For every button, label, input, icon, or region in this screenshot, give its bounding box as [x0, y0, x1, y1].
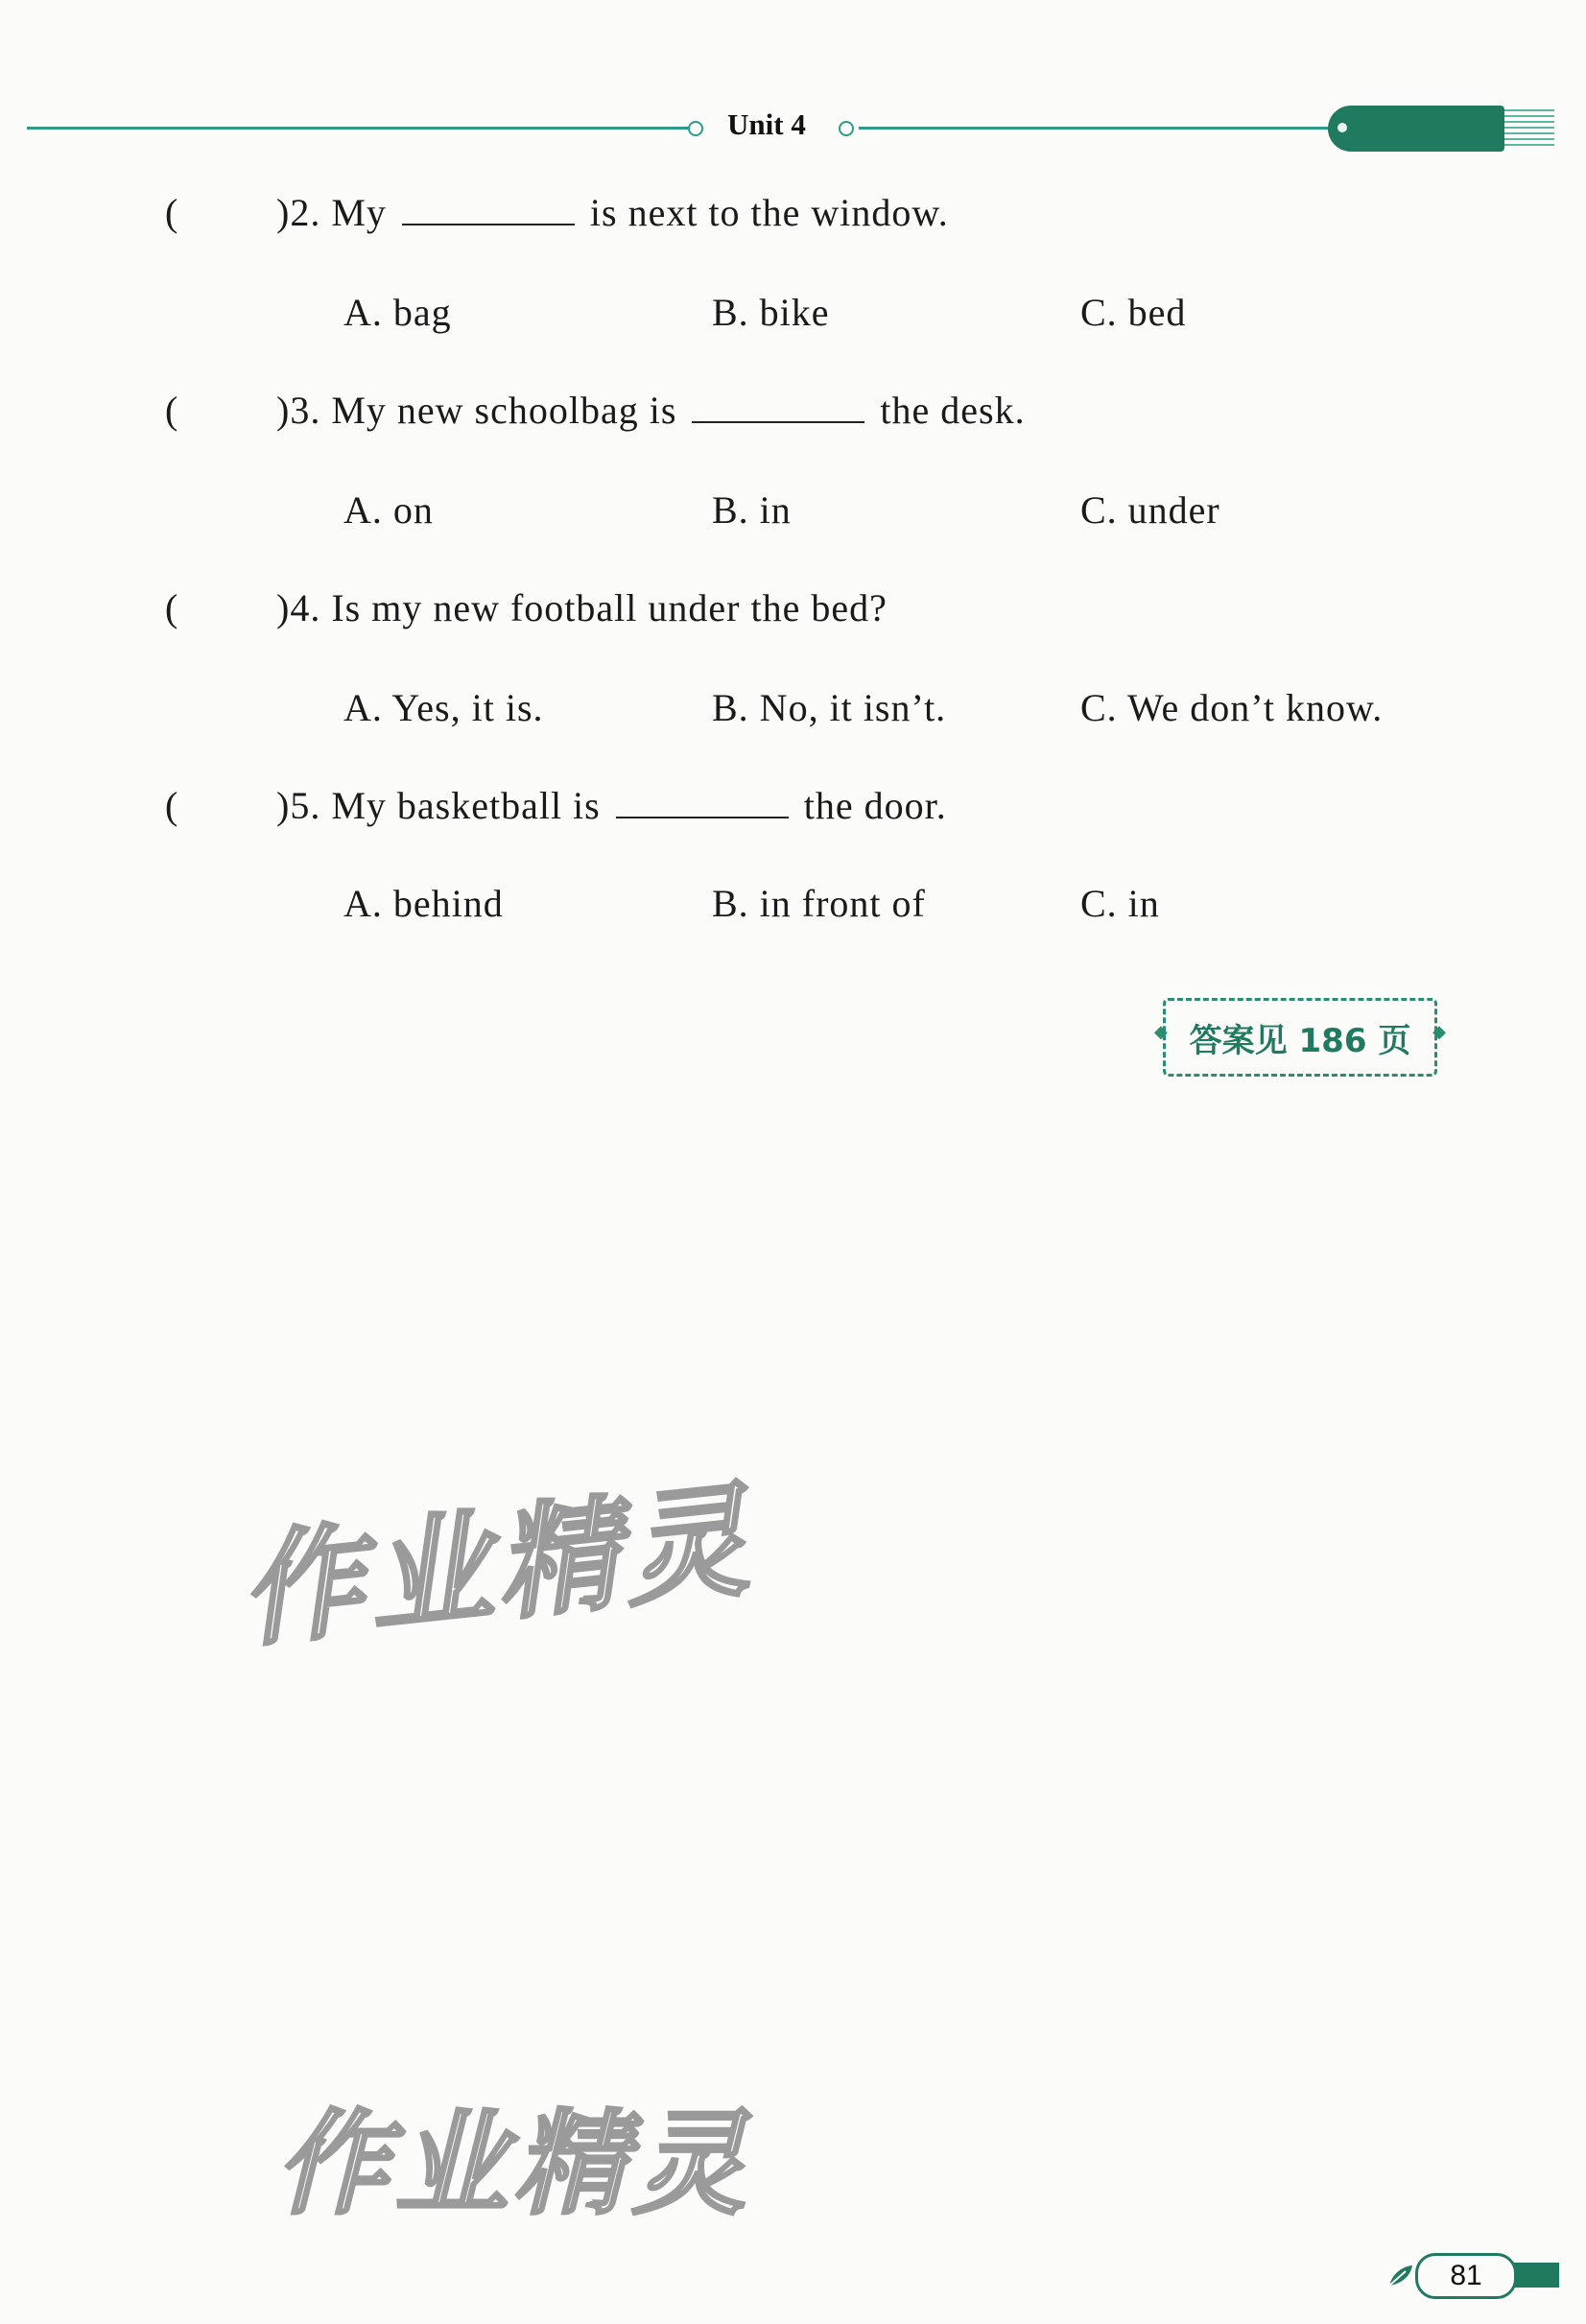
- header-rule-end-dot: [688, 121, 703, 136]
- tab-hole: [1337, 123, 1347, 132]
- question-text-end: is next to the window.: [589, 191, 949, 234]
- option-a: A. behind: [343, 882, 504, 925]
- option-a: A. Yes, it is.: [343, 686, 544, 729]
- option-c: C. We don’t know.: [1080, 686, 1384, 729]
- question-text: )2. My: [276, 191, 387, 234]
- watermark: 作业精灵: [241, 1465, 773, 1666]
- header-rule-left: [27, 127, 694, 130]
- header-rule-right: [859, 127, 1334, 130]
- option-b: B. in front of: [712, 882, 926, 925]
- header-rule-start-dot: [839, 121, 854, 136]
- page-number: 81: [1415, 2253, 1517, 2299]
- answer-paren: (: [165, 389, 178, 432]
- option-b: B. No, it isn’t.: [712, 686, 947, 729]
- option-c: C. bed: [1080, 291, 1187, 334]
- option-a: A. on: [343, 488, 434, 532]
- option-b: B. in: [712, 488, 792, 532]
- answer-paren: (: [165, 784, 178, 827]
- page-number-footer: [1386, 2253, 1559, 2291]
- option-b: B. bike: [712, 291, 830, 334]
- page-header: [0, 96, 1586, 163]
- question-text: )4. Is my new football under the bed?: [276, 586, 888, 629]
- answer-blank[interactable]: [402, 193, 575, 225]
- option-c: C. in: [1080, 882, 1160, 925]
- leaf-icon: [1386, 2261, 1415, 2289]
- option-c: C. under: [1080, 488, 1220, 532]
- question-text-end: the desk.: [880, 389, 1026, 432]
- option-a: A. bag: [343, 291, 452, 334]
- answer-paren: (: [165, 586, 178, 629]
- answer-paren: (: [165, 191, 178, 234]
- question-3: [276, 388, 1026, 433]
- question-text: )5. My basketball is: [276, 784, 601, 827]
- bookmark-tab-icon: [1328, 106, 1504, 152]
- tab-stripes: [1504, 109, 1554, 148]
- question-4: [276, 585, 888, 630]
- unit-title: Unit 4: [727, 107, 806, 141]
- question-text-end: the door.: [803, 784, 947, 827]
- question-5: [276, 783, 947, 828]
- answer-blank[interactable]: [616, 786, 789, 818]
- question-text: )3. My new schoolbag is: [276, 389, 677, 432]
- answer-reference-badge: ◆ 答案见 186 页 ◆: [1163, 998, 1437, 1077]
- answer-blank[interactable]: [692, 391, 864, 423]
- watermark: 作业精灵: [269, 2098, 778, 2230]
- page: [27, 27, 1559, 2297]
- question-2: [276, 190, 949, 235]
